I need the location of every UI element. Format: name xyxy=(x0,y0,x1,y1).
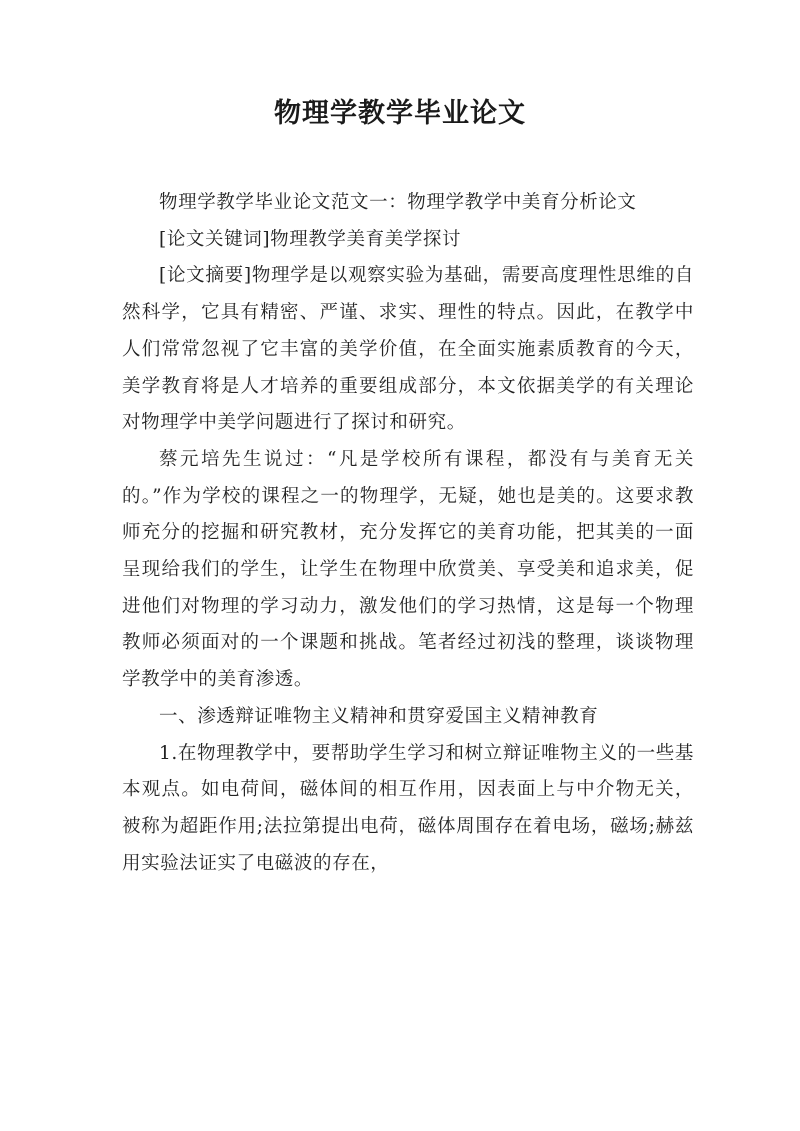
section-heading: 一、渗透辩证唯物主义精神和贯穿爱国主义精神教育 xyxy=(159,705,599,727)
paragraph-point-1: 1.在物理教学中，要帮助学生学习和树立辩证唯物主义的一些基本观点。如电荷间，磁体间的相互作用，因表面上与中介物无关，被称为超距作用;法拉第提出电荷，磁体周围存在着电场，磁场;赫兹用实验法证实了电磁波的存在， xyxy=(122,742,694,874)
paragraph-intro: 蔡元培先生说过：“凡是学校所有课程，都没有与美育无关的。”作为学校的课程之一的物理学，无疑，她也是美的。这要求教师充分的挖掘和研究教材，充分发挥它的美育功能，把其美的一面呈现给我们的学生，让学生在物理中欣赏美、享受美和追求美，促进他们对物理的学习动力，激发他们的学习热情，这是每一个物理教师必须面对的一个课题和挑战。笔者经过初浅的整理，谈谈物理学教学中的美育渗透。 xyxy=(122,448,694,691)
paragraph-subtitle: 物理学教学毕业论文范文一：物理学教学中美育分析论文 xyxy=(159,192,637,213)
paragraph-keywords: [论文关键词]物理教学美育美学探讨 xyxy=(159,228,462,250)
document-body xyxy=(122,185,694,882)
paragraph-abstract: [论文摘要]物理学是以观察实验为基础，需要高度理性思维的自然科学，它具有精密、严谨、求实、理性的特点。因此，在教学中人们常常忽视了它丰富的美学价值，在全面实施素质教育的今天，美学教育将是人才培养的重要组成部分，本文依据美学的有关理论对物理学中美学问题进行了探讨和研究。 xyxy=(122,265,694,434)
document-title: 物理学教学毕业论文 xyxy=(274,98,526,129)
